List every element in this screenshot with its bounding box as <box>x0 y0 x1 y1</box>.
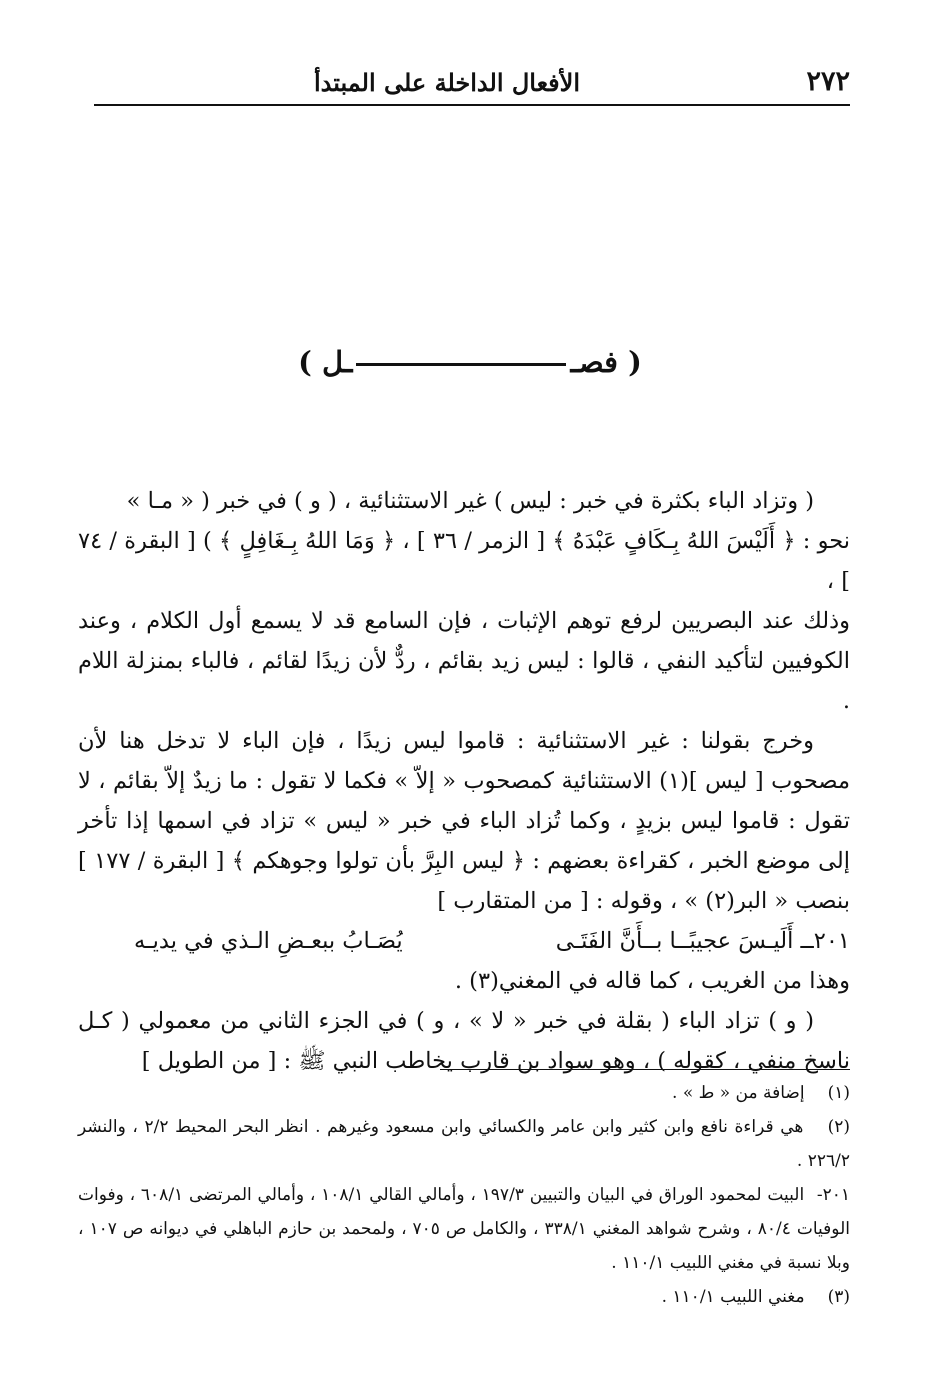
footnote-number: (٣) <box>827 1287 850 1307</box>
footnote-text: إضافة من « ط » . <box>672 1083 805 1103</box>
poetry-verse <box>78 921 850 961</box>
paragraph-3: وهذا من الغريب ، كما قاله في المغني(٣) . <box>454 968 850 994</box>
section-heading <box>280 345 660 379</box>
text-line-1: ( وتزاد الباء بكثرة في خبر : ليس ) غير الاستثنائية ، ( و ) في خبر ( « مـا » <box>126 488 814 514</box>
page-header <box>94 60 850 106</box>
footnotes <box>78 1076 850 1314</box>
footnote-2 <box>78 1110 850 1178</box>
verse-first-hemistich: ٢٠١ــ أَلَيـسَ عجيبًــا بــأَنَّ الفَتَـى <box>555 928 850 954</box>
section-close-paren: ) <box>298 345 312 379</box>
verse-second-hemistich: يُصَـابُ ببعـضِ الـذي في يديـه <box>134 928 403 954</box>
paragraph-2: وخرج بقولنا : غير الاستثنائية : قاموا ليس زيدًا ، فإن الباء لا تدخل هنا لأن مصحوب [ ليس ](١) الاستثنائية كمصحوب « إلاّ » فكما لا تقول : ما زيدٌ إلاّ بقائم ، لا تقول : قاموا ليس بزيدٍ ، وكما تُزاد الباء في خبر « ليس » تزاد في اسمها إذا تأخر إلى موضع الخبر ، كقراءة بعضهم : ﴿ ليس البِرَّ بأن تولوا وجوهكم ﴾ [ البقرة / ١٧٧ ] بنصب « البر(٢) » ، وقوله : [ من المتقارب ] <box>78 728 851 914</box>
section-title-start: فصـ <box>570 345 618 379</box>
page-number: ٢٧٢ <box>806 66 850 97</box>
footnote-1 <box>78 1076 850 1110</box>
kashida-rule <box>356 363 566 366</box>
text-line-2: نحو : ﴿ أَلَيْسَ اللهُ بِـكَافٍ عَبْدَهُ ﴾ [ الزمر / ٣٦ ] ، ﴿ وَمَا اللهُ بِـغَافِلٍ ﴾ ) [ البقرة / ٧٤ ] ، <box>78 528 850 594</box>
footnote-3 <box>78 1280 850 1314</box>
running-title: الأفعال الداخلة على المبتدأ <box>314 68 580 97</box>
footnote-text: مغني اللبيب ١١٠/١ . <box>661 1287 805 1307</box>
section-open-paren: ( <box>628 345 642 379</box>
main-text <box>78 481 850 1081</box>
section-title-end: ـل <box>322 345 353 379</box>
footnote-number: (٢) <box>827 1117 851 1137</box>
footnote-divider <box>440 1069 850 1070</box>
footnote-number: (١) <box>827 1083 850 1103</box>
footnote-text: هي قراءة نافع وابن كثير وابن عامر والكسائي وابن مسعود وغيرهم . انظر البحر المحيط ٢/٢ ، والنشر ٢٢٦/٢ . <box>78 1117 850 1171</box>
paragraph-4: ( و ) تزاد الباء ( بقلة في خبر « لا » ، و ) في الجزء الثاني من معمولي ( كـل ناسخ منفي ، كقوله ) ، وهو سواد بن قارب يخاطب النبي ﷺ : [ من الطويل ] <box>78 1008 850 1074</box>
footnote-number: ٢٠١- <box>816 1185 850 1205</box>
paragraph-1: وذلك عند البصريين لرفع توهم الإثبات ، فإن السامع قد لا يسمع أول الكلام ، وعند الكوفيين لتأكيد النفي ، قالوا : ليس زيد بقائم ، ردٌّ لأن زيدًا لقائم ، فالباء بمنزلة اللام . <box>78 608 850 714</box>
footnote-verse-201 <box>78 1178 850 1280</box>
footnote-text: البيت لمحمود الوراق في البيان والتبيين ١٩٧/٣ ، وأمالي القالي ١٠٨/١ ، وأمالي المرتضى ٦٠٨/١ ، وفوات الوفيات ٨٠/٤ ، وشرح شواهد المغني ٣٣٨/١ ، والكامل ص ٧٠٥ ، ولمحمد بن حازم الباهلي في ديوانه ص ١٠٧ ، وبلا نسبة في مغني اللبيب ١١٠/١ . <box>78 1185 850 1273</box>
